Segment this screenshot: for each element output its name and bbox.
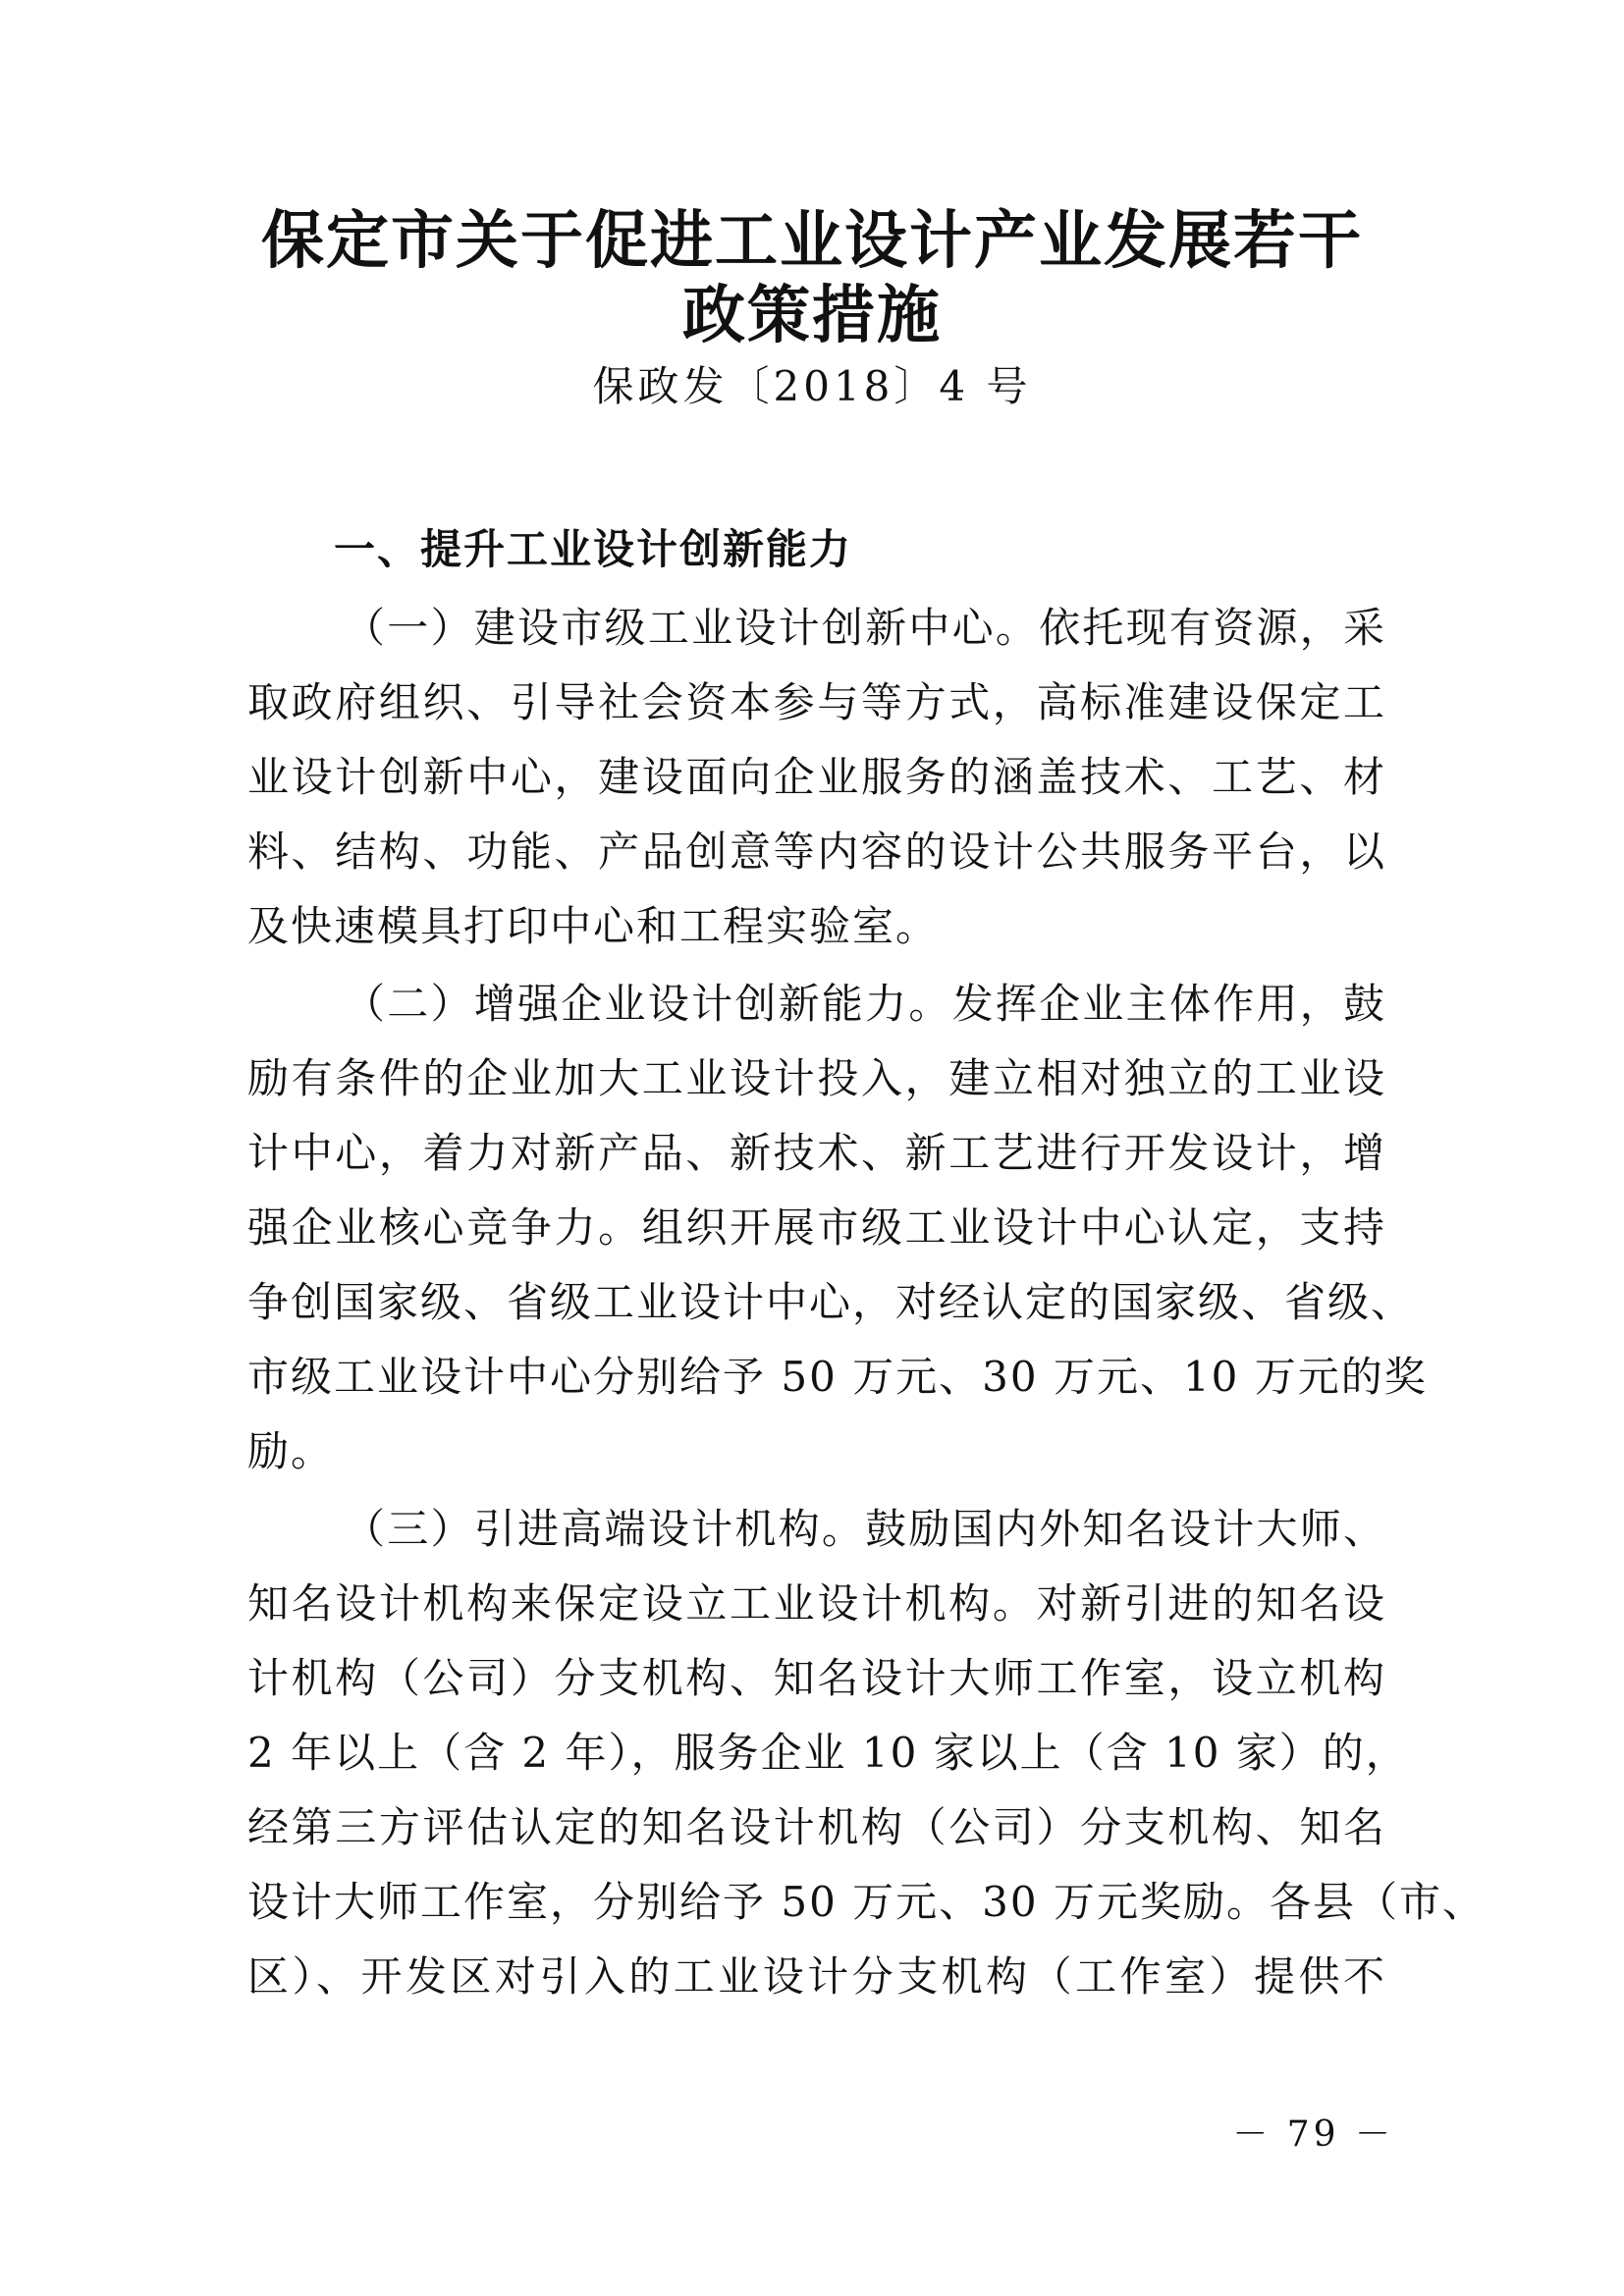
paragraph-line: 设计大师工作室，分别给予 50 万元、30 万元奖励。各县（市、 (247, 1878, 1486, 1926)
paragraph-3 (247, 1492, 1486, 2014)
paragraph-line: 计机构（公司）分支机构、知名设计大师工作室，设立机构 (247, 1654, 1386, 1702)
page-number: － 79 － (1232, 2114, 1394, 2155)
paragraph-line: 励。 (247, 1427, 335, 1475)
paragraph-line: 取政府组织、引导社会资本参与等方式，高标准建设保定工 (247, 678, 1386, 726)
section-heading: 一、提升工业设计创新能力 (334, 525, 853, 573)
document-title-line1: 保定市关于促进工业设计产业发展若干 (261, 205, 1363, 278)
paragraph-line: 励有条件的企业加大工业设计投入，建立相对独立的工业设 (247, 1054, 1386, 1102)
paragraph-line: 经第三方评估认定的知名设计机构（公司）分支机构、知名 (247, 1803, 1386, 1851)
paragraph-line: （一）建设市级工业设计创新中心。依托现有资源，采 (344, 604, 1386, 652)
paragraph-line: （二）增强企业设计创新能力。发挥企业主体作用，鼓 (344, 980, 1386, 1028)
document-body (247, 591, 1486, 2014)
paragraph-line: 知名设计机构来保定设立工业设计机构。对新引进的知名设 (247, 1579, 1386, 1628)
paragraph-line: 计中心，着力对新产品、新技术、新工艺进行开发设计，增 (247, 1129, 1386, 1177)
paragraph-line: 2 年以上（含 2 年），服务企业 10 家以上（含 10 家）的， (247, 1729, 1409, 1777)
paragraph-line: 市级工业设计中心分别给予 50 万元、30 万元、10 万元的奖 (247, 1353, 1428, 1401)
document-number: 保政发〔2018〕4 号 (592, 362, 1032, 410)
paragraph-line: 料、结构、功能、产品创意等内容的设计公共服务平台，以 (247, 828, 1386, 876)
document-title-line2: 政策措施 (682, 280, 942, 352)
paragraph-line: 区）、开发区对引入的工业设计分支机构（工作室）提供不 (247, 1952, 1386, 2001)
paragraph-line: 争创国家级、省级工业设计中心，对经认定的国家级、省级、 (247, 1278, 1415, 1326)
paragraph-1 (247, 591, 1386, 964)
paragraph-line: 及快速模具打印中心和工程实验室。 (247, 902, 940, 950)
paragraph-line: 业设计创新中心，建设面向企业服务的涵盖技术、工艺、材 (247, 753, 1386, 801)
paragraph-2 (247, 967, 1428, 1489)
paragraph-line: 强企业核心竞争力。组织开展市级工业设计中心认定，支持 (247, 1203, 1386, 1252)
paragraph-line: （三）引进高端设计机构。鼓励国内外知名设计大师、 (344, 1505, 1386, 1553)
